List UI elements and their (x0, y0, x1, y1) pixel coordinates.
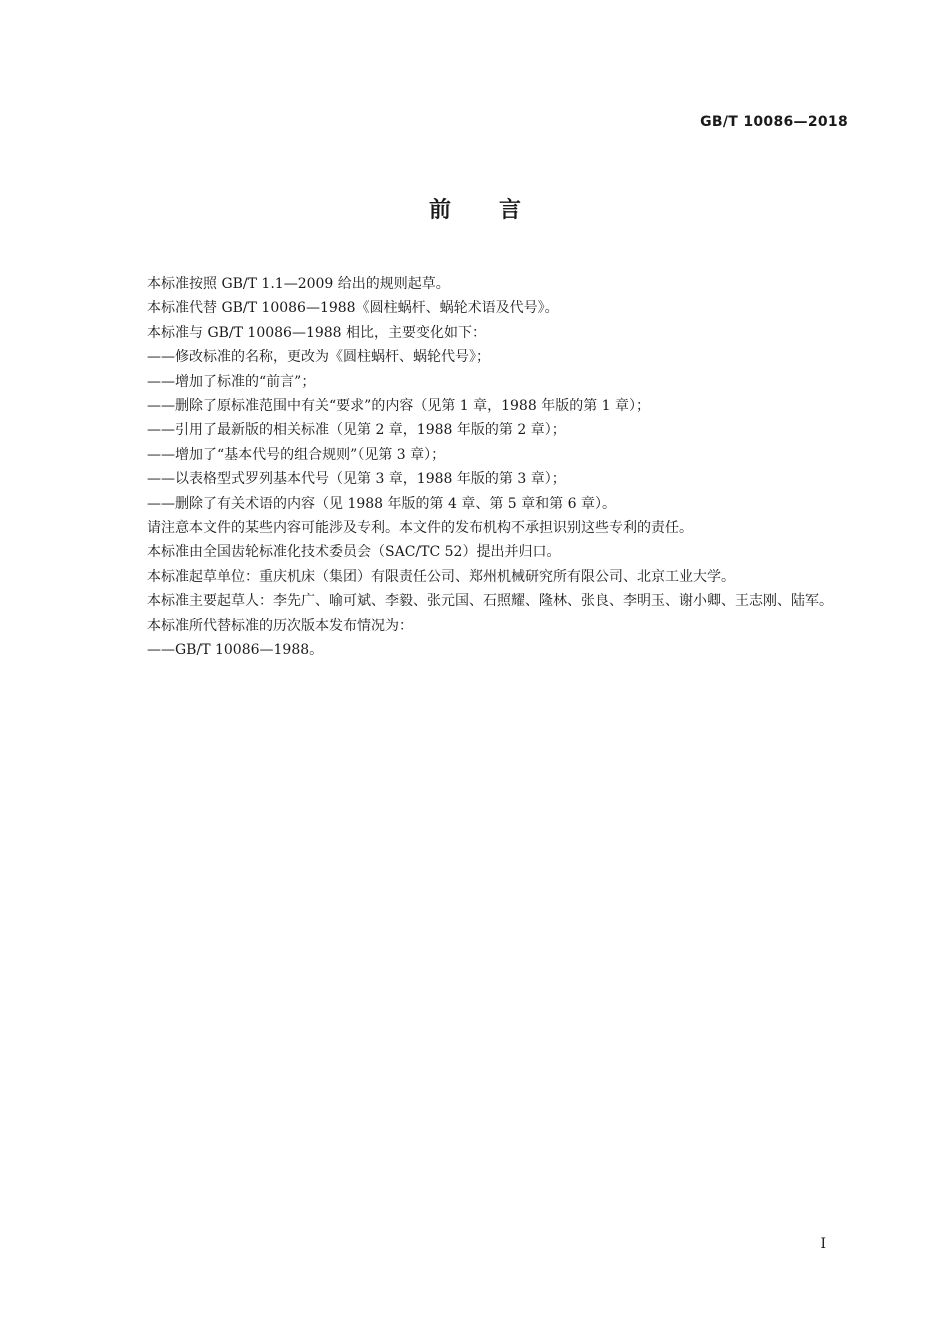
history-item: ——GB/T 10086—1988。 (147, 642, 324, 659)
change-item: ——引用了最新版的相关标准（见第 2 章，1988 年版的第 2 章）； (147, 422, 566, 439)
change-item: ——增加了标准的“前言”； (147, 373, 316, 390)
change-item: ——以表格型式罗列基本代号（见第 3 章，1988 年版的第 3 章）； (147, 471, 566, 488)
change-item: ——增加了“基本代号的组合规则”（见第 3 章）； (147, 446, 446, 463)
change-item: ——删除了有关术语的内容（见 1988 年版的第 4 章、第 5 章和第 6 章）。 (147, 495, 616, 512)
paragraph-replaces: 本标准代替 GB/T 10086—1988《圆柱蜗杆、蜗轮术语及代号》。 (147, 300, 559, 317)
change-item: ——修改标准的名称，更改为《圆柱蜗杆、蜗轮代号》； (147, 349, 490, 366)
paragraph-history-intro: 本标准所代替标准的历次版本发布情况为： (147, 617, 413, 634)
paragraph-changes-intro: 本标准与 GB/T 10086—1988 相比，主要变化如下： (147, 324, 487, 341)
paragraph-proposer: 本标准由全国齿轮标准化技术委员会（SAC/TC 52）提出并归口。 (147, 544, 561, 561)
title-char-1: 前 (428, 198, 451, 223)
paragraph-drafting-rules: 本标准按照 GB/T 1.1—2009 给出的规则起草。 (147, 276, 450, 292)
page-title (0, 196, 950, 226)
standard-number: GB/T 10086—2018 (700, 114, 848, 130)
paragraph-drafting-units: 本标准起草单位：重庆机床（集团）有限责任公司、郑州机械研究所有限公司、北京工业大学。 (147, 568, 735, 585)
paragraph-drafters: 本标准主要起草人：李先广、喻可斌、李毅、张元国、石照耀、隆林、张良、李明玉、谢小卿、王志刚、陆军。 (147, 593, 833, 610)
title-char-2: 言 (499, 198, 522, 223)
change-item: ——删除了原标准范围中有关“要求”的内容（见第 1 章，1988 年版的第 1 章）； (147, 398, 651, 415)
paragraph-patent-notice: 请注意本文件的某些内容可能涉及专利。本文件的发布机构不承担识别这些专利的责任。 (147, 520, 693, 537)
page-number: I (820, 1236, 826, 1252)
foreword-body (113, 272, 851, 663)
